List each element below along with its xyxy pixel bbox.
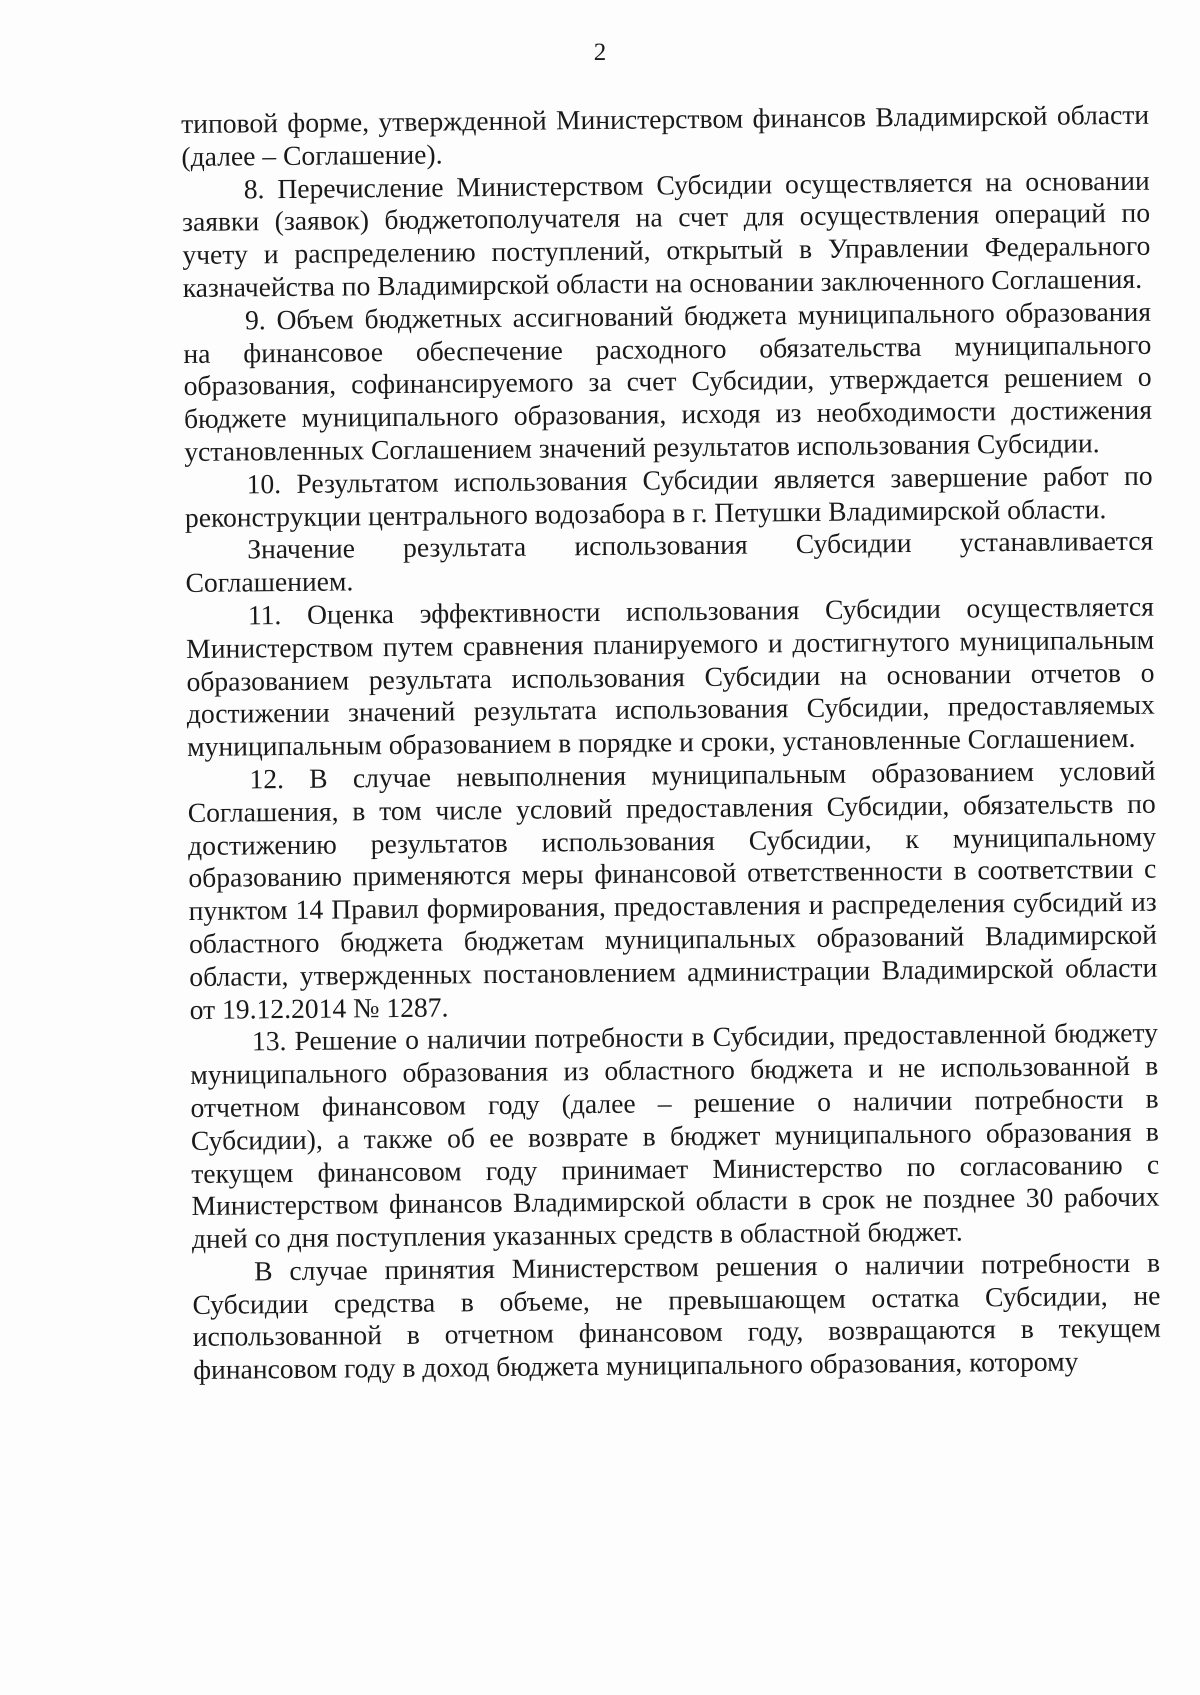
paragraph-item-10: 10. Результатом использования Субсидии является завершение работ по реконструкции центрального водозабора в г. Петушки Владимирской области. bbox=[184, 459, 1153, 533]
paragraph-item-13: 13. Решение о наличии потребности в Субсидии, предоставленной бюджету муниципального образования из областного бюджета и не использованной в отчетном финансовом году (далее – решение о наличии потребности в Субсидии), а также об ее возврате в бюджет муниципального образования в текущем финансовом году принимает Министерство по согласованию с Министерством финансов Владимирской области в срок не позднее 30 рабочих дней со дня поступления указанных средств в областной бюджет. bbox=[190, 1016, 1160, 1255]
document-body bbox=[181, 99, 1161, 1387]
paragraph-item-9: 9. Объем бюджетных ассигнований бюджета муниципального образования на финансовое обеспечение расходного обязательства муниципального образования, софинансируемого за счет Субсидии, утверждается решением о бюджете муниципального образования, исходя из необходимости достижения установленных Соглашением значений результатов использования Субсидии. bbox=[183, 295, 1153, 467]
paragraph-item-12: 12. В случае невыполнения муниципальным образованием условий Соглашения, в том числе условий предоставления Субсидии, обязательств по достижению результатов использования Субсидии, к муниципальному образованию применяются меры финансовой ответственности в соответствии с пунктом 14 Правил формирования, предоставления и распределения субсидий из областного бюджета бюджетам муниципальных образований Владимирской области, утвержденных постановлением администрации Владимирской области от 19.12.2014 № 1287. bbox=[187, 754, 1158, 1025]
page-number: 2 bbox=[593, 39, 607, 66]
paragraph-return-case: В случае принятия Министерством решения о наличии потребности в Субсидии средства в объеме, не превышающем остатка Субсидии, не использованной в отчетном финансовом году, возвращаются в текущем финансовом году в доход бюджета муниципального образования, которому bbox=[192, 1246, 1161, 1386]
paragraph-continuation: типовой форме, утвержденной Министерством финансов Владимирской области (далее – Соглашение). bbox=[181, 98, 1150, 172]
paragraph-item-8: 8. Перечисление Министерством Субсидии осуществляется на основании заявки (заявок) бюджетополучателя на счет для осуществления операций по учету и распределению поступлений, открытый в Управлении Федерального казначейства по Владимирской области на основании заключенного Соглашения. bbox=[181, 164, 1151, 303]
paragraph-item-11: 11. Оценка эффективности использования Субсидии осуществляется Министерством путем сравнения планируемого и достигнутого муниципальным образованием результата использования Субсидии на основании отчетов о достижении значений результата использования Субсидии, предоставляемых муниципальным образованием в порядке и сроки, установленные Соглашением. bbox=[186, 590, 1155, 763]
paragraph-result-value: Значение результата использования Субсидии устанавливается Соглашением. bbox=[185, 525, 1154, 599]
